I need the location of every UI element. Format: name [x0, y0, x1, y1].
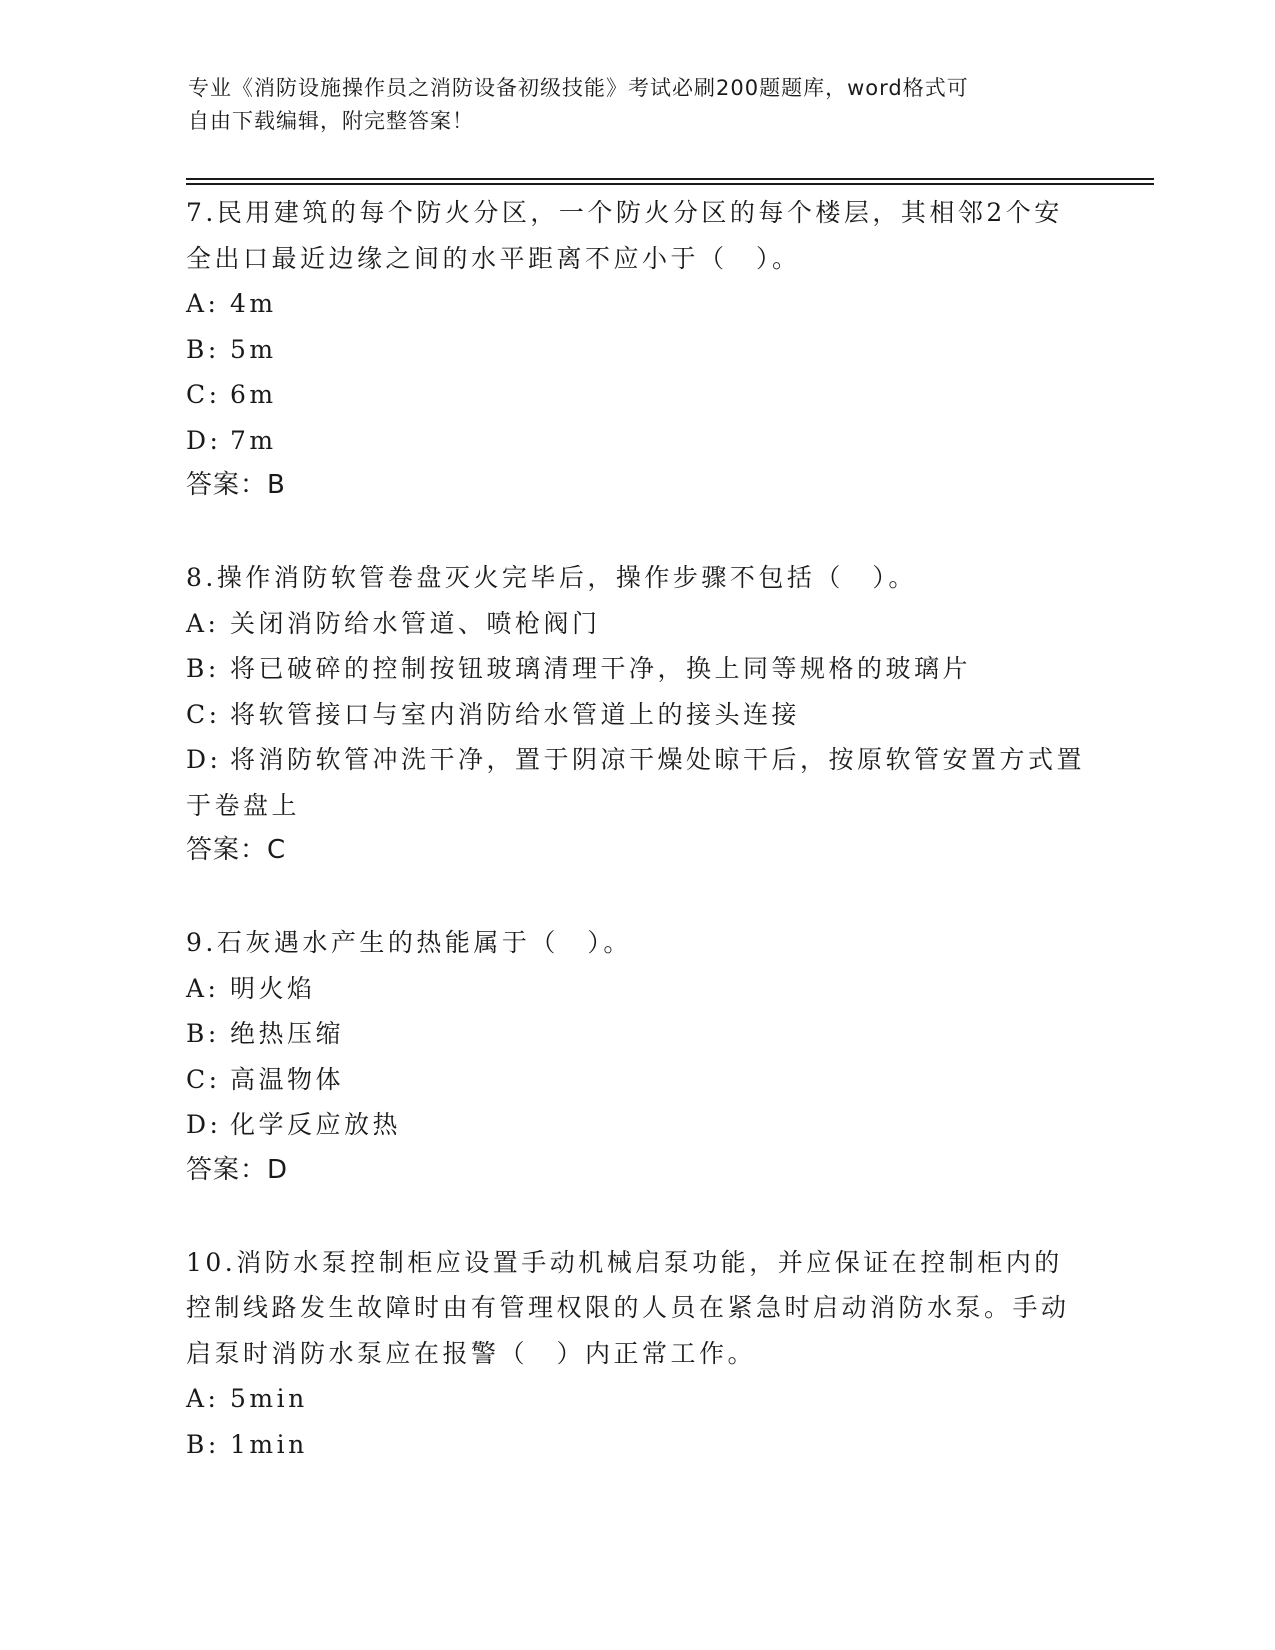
question-10: [186, 1240, 1086, 1468]
option-key: D:: [186, 425, 222, 455]
option-key: D:: [186, 1110, 222, 1139]
option-c: [186, 692, 1086, 738]
option-key: A:: [186, 608, 220, 638]
option-text: 6m: [230, 380, 277, 409]
option-key: A:: [186, 973, 220, 1003]
option-text: 将已破碎的控制按钮玻璃清理干净，换上同等规格的玻璃片: [230, 654, 972, 683]
option-b: [186, 327, 1086, 373]
answer-line: 答案：B: [186, 470, 286, 500]
question-9: [186, 920, 1086, 1193]
option-text: 化学反应放热: [230, 1110, 402, 1139]
option-c: [186, 372, 1086, 418]
option-key: B:: [186, 1019, 220, 1048]
option-b: [186, 1422, 1086, 1468]
option-a: [186, 601, 1086, 647]
option-a: [186, 1376, 1086, 1422]
option-text: 5m: [230, 334, 277, 364]
option-text: 将消防软管冲洗干净，置于阴凉干燥处晾干后，按原软管安置方式置于卷盘上: [186, 745, 1086, 820]
question-stem: 10.消防水泵控制柜应设置手动机械启泵功能，并应保证在控制柜内的控制线路发生故障时由有管理权限的人员在紧急时启动消防水泵。手动启泵时消防水泵应在报警（ ）内正常工作。: [186, 1247, 1070, 1368]
header-line-1: 专业《消防设施操作员之消防设备初级技能》考试必刷200题题库，word格式可: [188, 76, 969, 100]
option-a: [186, 966, 1086, 1012]
question-7: [186, 190, 1086, 508]
option-key: A:: [186, 1384, 220, 1413]
option-d: [186, 1102, 1086, 1148]
option-text: 1min: [230, 1429, 308, 1459]
option-d: [186, 737, 1086, 828]
question-list: [186, 190, 1086, 1467]
option-c: [186, 1057, 1086, 1103]
option-text: 高温物体: [230, 1064, 345, 1094]
question-stem: 7.民用建筑的每个防火分区，一个防火分区的每个楼层，其相邻2个安全出口最近边缘之间的水平距离不应小于（ ）。: [186, 198, 1063, 273]
option-key: B:: [186, 334, 220, 364]
page-header: [188, 72, 1068, 138]
option-a: [186, 281, 1086, 327]
option-key: B:: [186, 1429, 220, 1459]
option-key: B:: [186, 654, 220, 683]
option-text: 4m: [230, 289, 277, 318]
question-stem: 9.石灰遇水产生的热能属于（ ）。: [186, 928, 632, 957]
option-key: A:: [186, 289, 220, 318]
option-text: 明火焰: [230, 973, 316, 1003]
option-text: 关闭消防给水管道、喷枪阀门: [230, 608, 601, 638]
option-d: [186, 418, 1086, 464]
header-line-2: 自由下载编辑，附完整答案！: [188, 109, 474, 133]
option-text: 将软管接口与室内消防给水管道上的接头连接: [230, 699, 801, 729]
option-text: 5min: [230, 1384, 308, 1413]
option-text: 绝热压缩: [230, 1019, 345, 1048]
header-divider-top: [186, 178, 1154, 180]
answer-line: 答案：C: [186, 835, 287, 865]
answer-line: 答案：D: [186, 1154, 289, 1185]
option-key: D:: [186, 745, 222, 774]
option-b: [186, 646, 1086, 692]
option-key: C:: [186, 380, 221, 409]
question-stem: 8.操作消防软管卷盘灭火完毕后，操作步骤不包括（ ）。: [186, 563, 917, 592]
option-text: 7m: [230, 425, 277, 455]
question-8: [186, 555, 1086, 873]
option-key: C:: [186, 699, 221, 729]
header-divider-bottom: [186, 183, 1154, 185]
option-key: C:: [186, 1064, 221, 1094]
option-b: [186, 1011, 1086, 1057]
